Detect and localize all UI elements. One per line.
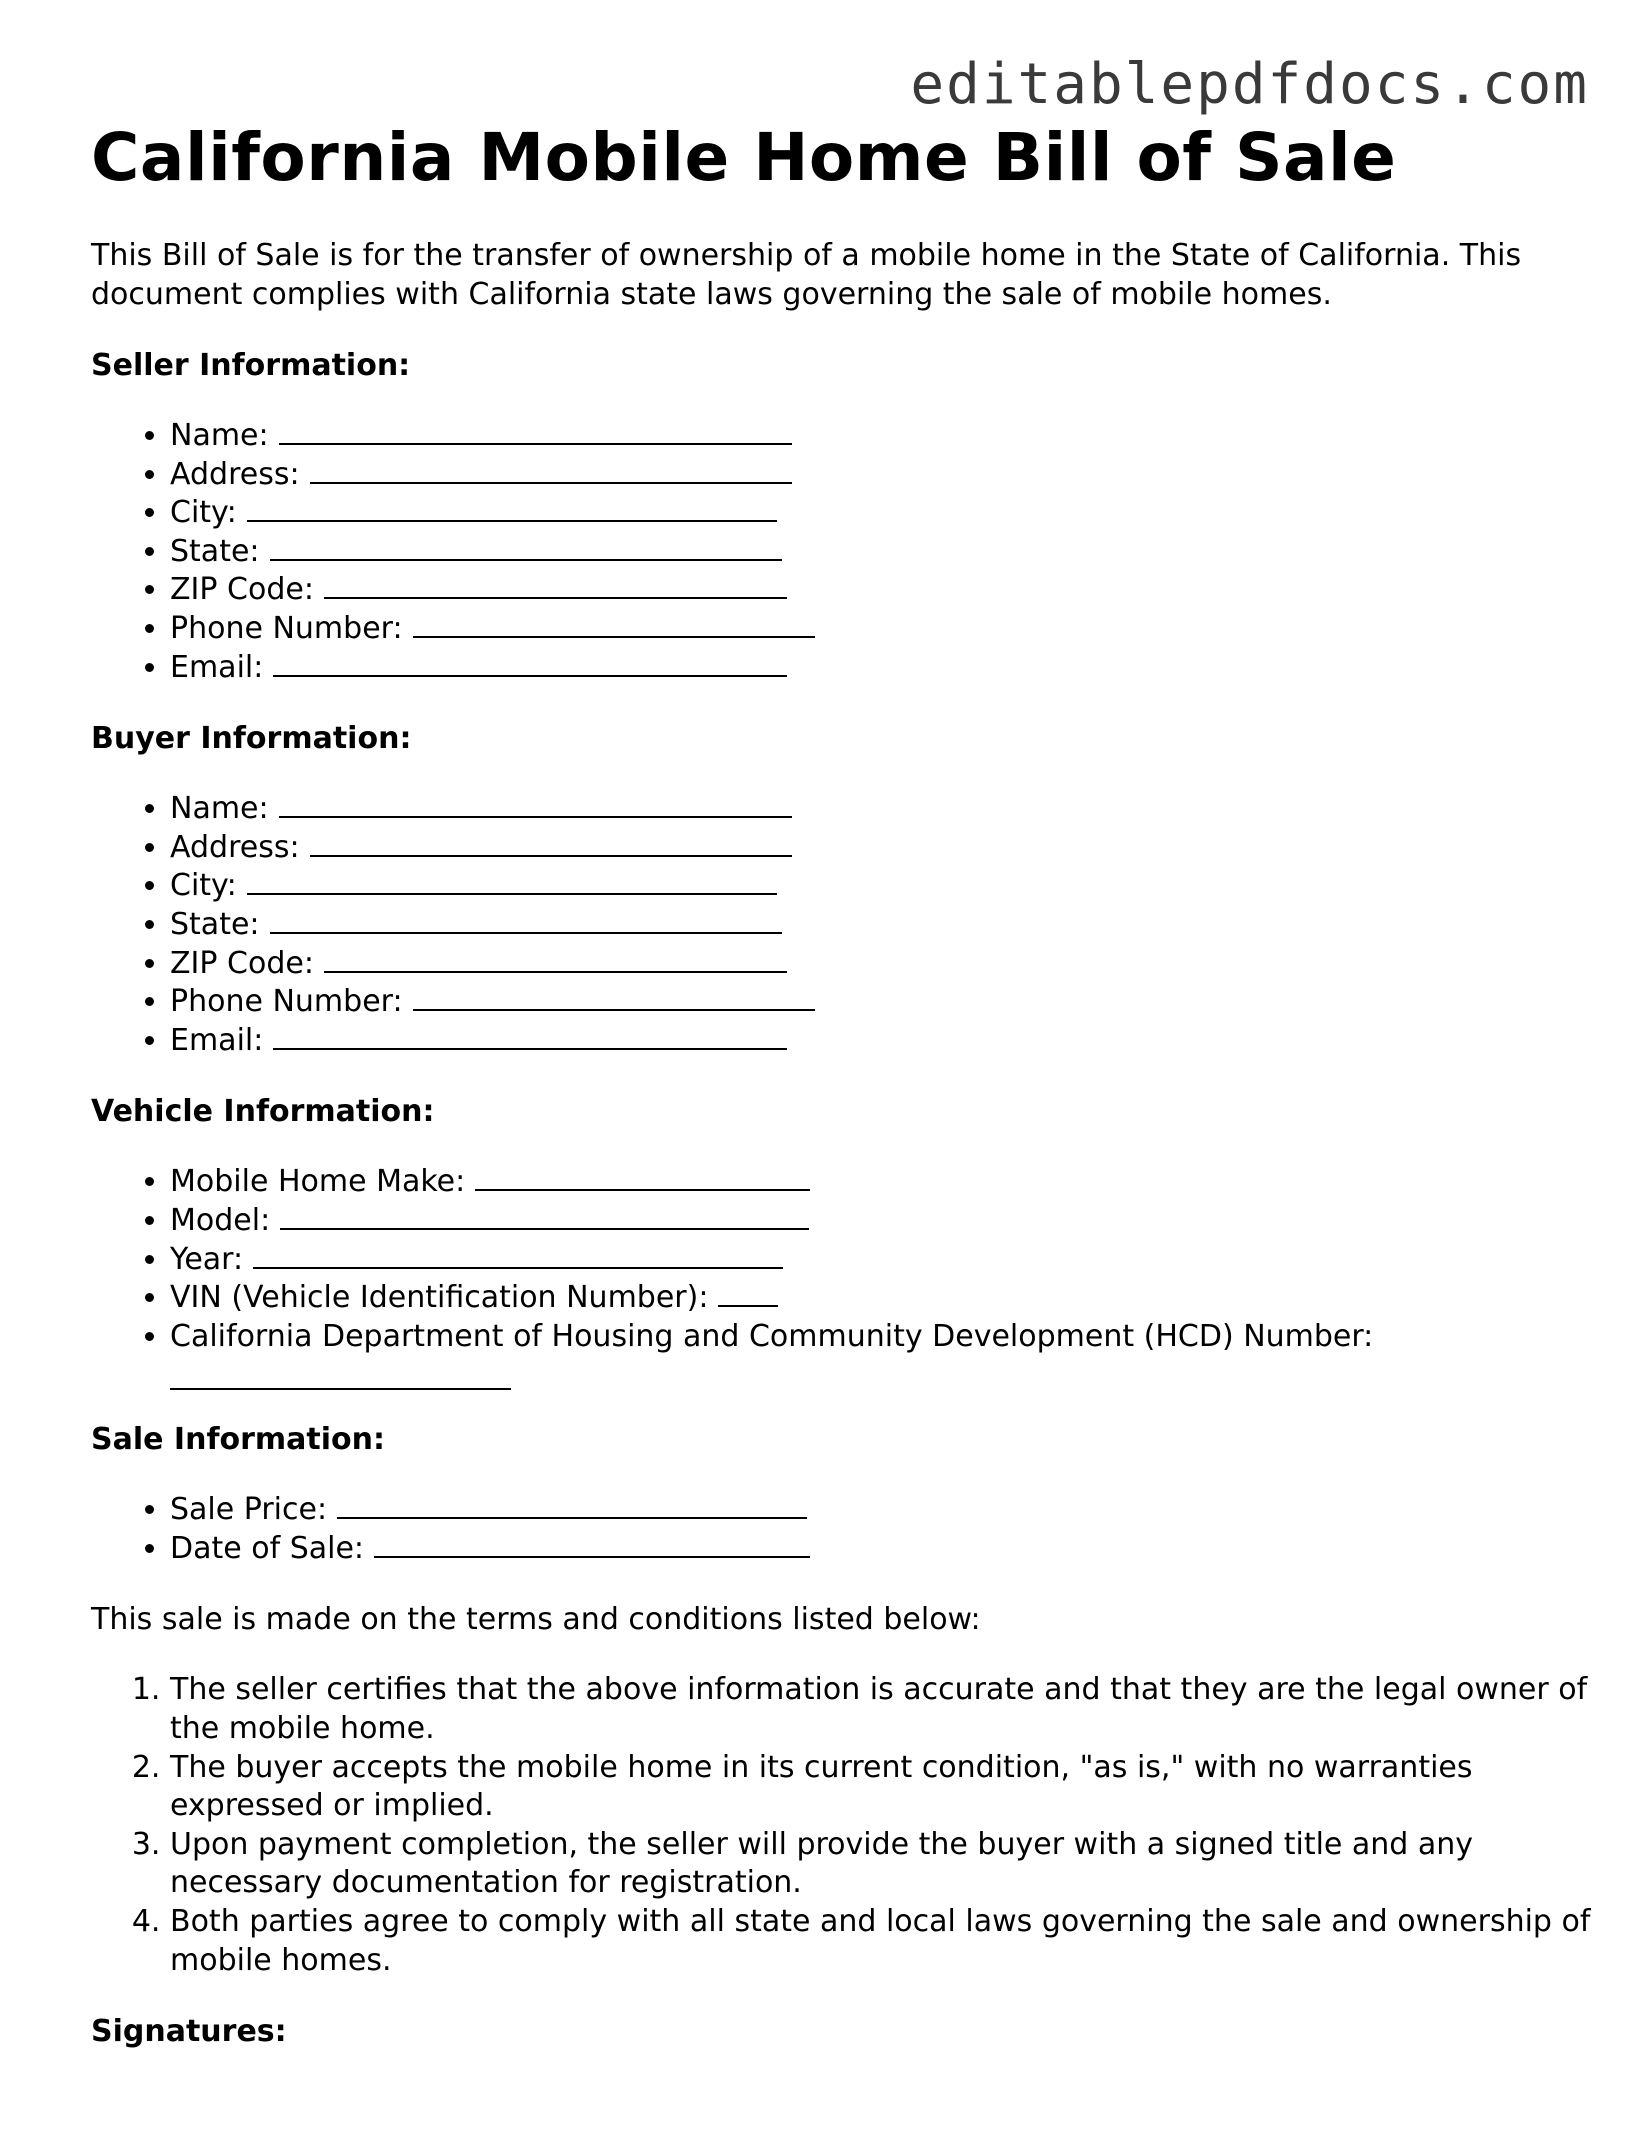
vehicle-model-field: • Model: (170, 1202, 1591, 1241)
buyer-zip-field: • ZIP Code: (170, 945, 1591, 984)
seller-zip-field: • ZIP Code: (170, 571, 1591, 610)
seller-fields (91, 417, 1591, 687)
vehicle-model-blank[interactable] (280, 1202, 809, 1230)
seller-name-field: • Name: (170, 417, 1591, 456)
sale-fields (91, 1491, 1591, 1568)
buyer-phone-field: • Phone Number: (170, 983, 1591, 1022)
buyer-heading: Buyer Information: (91, 721, 412, 757)
vehicle-vin-blank[interactable] (718, 1279, 778, 1307)
seller-phone-field: • Phone Number: (170, 610, 1591, 649)
buyer-phone-blank[interactable] (413, 983, 815, 1011)
seller-city-field: • City: (170, 494, 1591, 533)
sale-date-blank[interactable] (374, 1530, 810, 1558)
document-body (91, 118, 1591, 2051)
buyer-zip-blank[interactable] (324, 945, 787, 973)
vehicle-year-field: • Year: (170, 1241, 1591, 1280)
vehicle-heading: Vehicle Information: (91, 1094, 435, 1130)
seller-address-blank[interactable] (310, 456, 792, 484)
sale-heading: Sale Information: (91, 1422, 385, 1458)
term-item: 3. Upon payment completion, the seller will provide the buyer with a signed title and any necessary documentation for registration. (170, 1826, 1630, 1903)
seller-heading: Seller Information: (91, 348, 411, 383)
buyer-city-field: • City: (170, 867, 1591, 906)
vehicle-make-field: • Mobile Home Make: (170, 1163, 1591, 1202)
seller-city-blank[interactable] (247, 494, 777, 522)
buyer-address-field: • Address: (170, 829, 1591, 868)
buyer-name-field: • Name: (170, 790, 1591, 829)
buyer-state-blank[interactable] (270, 906, 782, 934)
term-item: 4. Both parties agree to comply with all state and local laws governing the sale and ownership of mobile homes. (170, 1903, 1630, 1980)
buyer-name-blank[interactable] (279, 790, 792, 818)
vehicle-year-blank[interactable] (253, 1241, 783, 1269)
seller-state-blank[interactable] (270, 533, 782, 561)
buyer-email-blank[interactable] (273, 1022, 787, 1050)
buyer-address-blank[interactable] (310, 829, 792, 857)
sale-price-blank[interactable] (337, 1491, 807, 1519)
buyer-fields (91, 790, 1591, 1060)
buyer-state-field: • State: (170, 906, 1591, 945)
vehicle-vin-field: • VIN (Vehicle Identification Number): (170, 1279, 1591, 1318)
seller-name-blank[interactable] (279, 417, 792, 445)
vehicle-fields (91, 1163, 1591, 1390)
terms-intro: This sale is made on the terms and conditions listed below: (91, 1602, 981, 1638)
vehicle-hcd-field: • California Department of Housing and Community Development (HCD) Number: (170, 1318, 1591, 1391)
seller-address-field: • Address: (170, 456, 1591, 495)
intro-paragraph: This Bill of Sale is for the transfer of ownership of a mobile home in the State of California. This document complies with California state laws governing the sale of mobile homes. (91, 238, 1522, 312)
buyer-city-blank[interactable] (247, 867, 777, 895)
terms-list (91, 1671, 1630, 1980)
buyer-email-field: • Email: (170, 1022, 1591, 1061)
seller-email-blank[interactable] (273, 649, 787, 677)
seller-state-field: • State: (170, 533, 1591, 572)
term-item: 2. The buyer accepts the mobile home in its current condition, "as is," with no warranties expressed or implied. (170, 1749, 1630, 1826)
vehicle-make-blank[interactable] (475, 1163, 810, 1191)
signatures-heading: Signatures: (91, 2014, 287, 2050)
seller-zip-blank[interactable] (324, 571, 787, 599)
watermark: editablepdfdocs.com (910, 52, 1589, 117)
term-item: 1. The seller certifies that the above information is accurate and that they are the legal owner of the mobile home. (170, 1671, 1630, 1748)
sale-date-field: • Date of Sale: (170, 1530, 1591, 1569)
sale-price-field: • Sale Price: (170, 1491, 1591, 1530)
seller-phone-blank[interactable] (413, 610, 815, 638)
page-title: California Mobile Home Bill of Sale (91, 119, 1397, 196)
vehicle-hcd-blank[interactable] (170, 1362, 511, 1390)
seller-email-field: • Email: (170, 649, 1591, 688)
